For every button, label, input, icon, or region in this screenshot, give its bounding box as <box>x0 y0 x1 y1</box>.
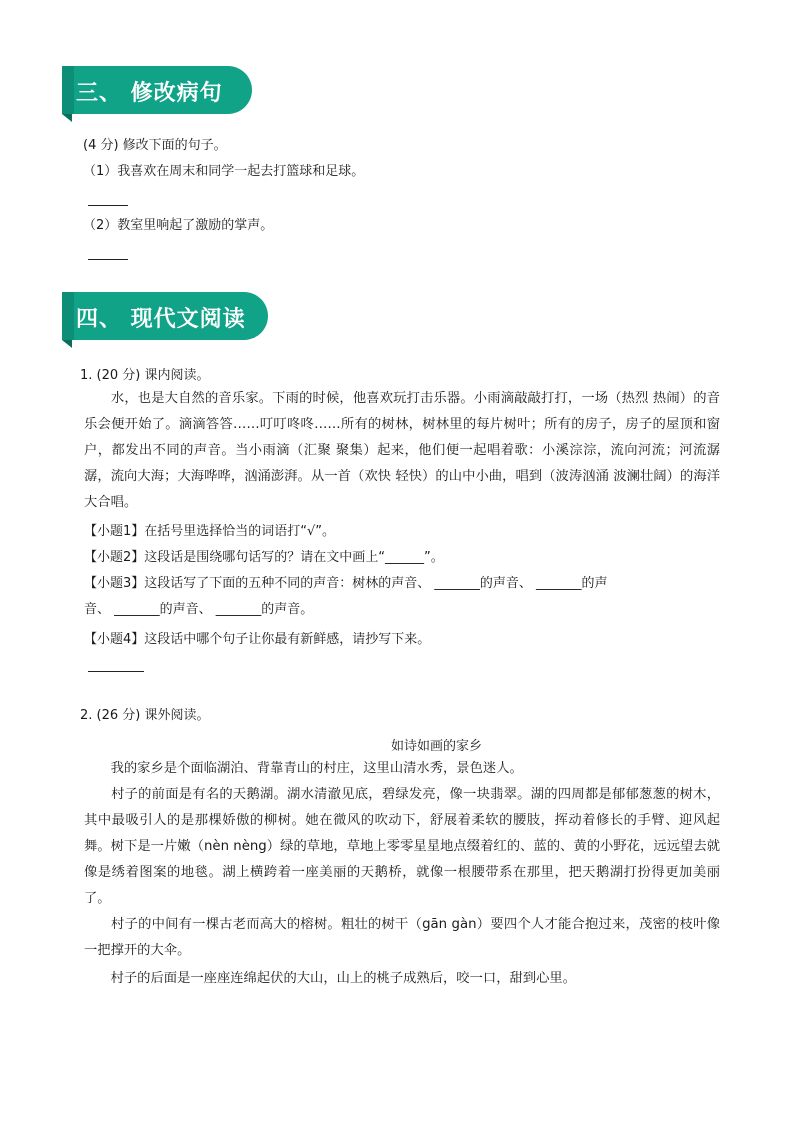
reading-1-heading: 1. (20 分) 课内阅读。 <box>80 368 210 383</box>
section-3-intro: (4 分) 修改下面的句子。 <box>83 138 227 153</box>
answer-line-3 <box>88 671 144 672</box>
answer-line-1 <box>88 205 128 206</box>
question-2: （2）教室里响起了激励的掌声。 <box>83 218 274 233</box>
section-4-banner <box>62 292 272 340</box>
section-3-banner <box>62 66 272 114</box>
reading-2-heading: 2. (26 分) 课外阅读。 <box>80 708 210 723</box>
article-paragraph-2: 村子的前面是有名的天鹅湖。湖水清澈见底，碧绿发亮，像一块翡翠。湖的四周都是郁郁葱葱的树木，其中最吸引人的是那棵娇傲的柳树。她在微风的吹动下，舒展着柔软的腰肢，挥动着修长的手臂、迎风起舞。树下是一片嫩（nèn nèng）绿的草地，草地上零零星星地点缀着红的、蓝的、黄的小野花，远远望去就像是绣着图案的地毯。湖上横跨着一座美丽的天鹅桥，就像一根腰带系在那里，把天鹅湖打扮得更加美丽了。 <box>84 787 720 906</box>
reading-1-passage: 水，也是大自然的音乐家。下雨的时候，他喜欢玩打击乐器。小雨滴敲敲打打，一场（热烈 热闹）的音乐会便开始了。滴滴答答……叮叮咚咚……所有的树林，树林里的每片树叶；所有的房子，房子的屋顶和窗户，都发出不同的声音。当小雨滴（汇聚 聚集）起来，他们便一起唱着歌：小溪淙淙，流向河流；河流潺潺，流向大海；大海哗哗，汹涌澎湃。从一首（欢快 轻快）的山中小曲，唱到（波涛汹涌 波澜壮阔）的海洋大合唱。 <box>84 391 720 510</box>
subquestion-4: 【小题4】这段话中哪个句子让你最有新鲜感，请抄写下来。 <box>84 632 431 647</box>
article-paragraph-1: 我的家乡是个面临湖泊、背靠青山的村庄，这里山清水秀，景色迷人。 <box>84 761 523 776</box>
article-paragraph-3: 村子的中间有一棵古老而高大的榕树。粗壮的树干（gān gàn）要四个人才能合抱过来，茂密的枝叶像一把撑开的大伞。 <box>84 917 720 958</box>
question-1: （1）我喜欢在周末和同学一起去打篮球和足球。 <box>83 164 365 179</box>
answer-line-2 <box>88 259 128 260</box>
subquestion-3-line-2: 音、 _______的声音、 _______的声音。 <box>84 602 314 617</box>
subquestion-2: 【小题2】这段话是围绕哪句话写的？请在文中画上“______”。 <box>84 550 444 565</box>
section-3-title: 三、 修改病句 <box>76 81 223 106</box>
subquestion-3-line-1: 【小题3】这段话写了下面的五种不同的声音：树林的声音、 _______的声音、 _______的声 <box>84 576 608 591</box>
article-title: 如诗如画的家乡 <box>390 739 482 754</box>
article-paragraph-4: 村子的后面是一座座连绵起伏的大山，山上的桃子成熟后，咬一口，甜到心里。 <box>84 971 576 986</box>
subquestion-1: 【小题1】在括号里选择恰当的词语打“√”。 <box>84 524 336 539</box>
section-4-title: 四、 现代文阅读 <box>76 307 246 332</box>
